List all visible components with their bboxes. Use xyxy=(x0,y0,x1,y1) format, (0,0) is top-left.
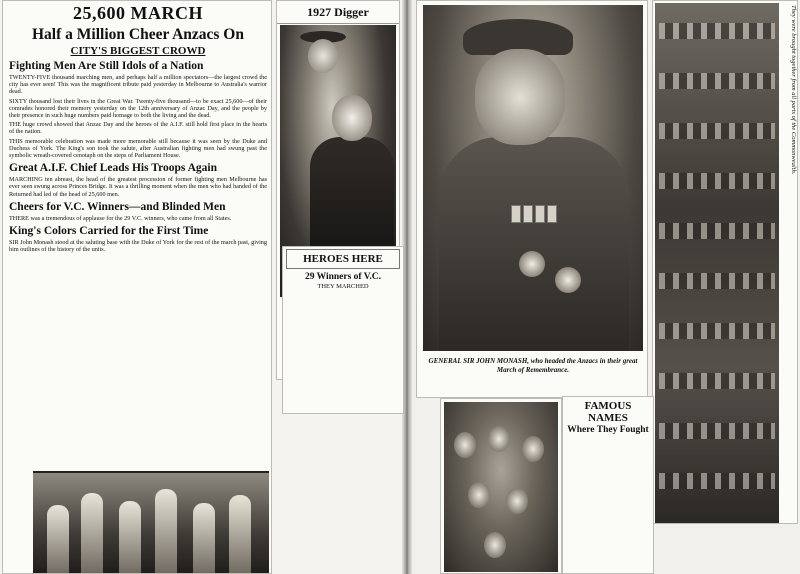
figure xyxy=(506,488,528,514)
figure xyxy=(484,532,506,558)
heroes-subtitle: 29 Winners of V.C. xyxy=(304,272,382,282)
section-title-fighting-men: Fighting Men Are Still Idols of a Nation xyxy=(9,60,204,72)
face xyxy=(475,49,565,145)
paragraph: THIS memorable celebration was made more memorable still because it was seen by the Duke and Duchess of York. The King's son took the salute, after Australian fighting men had swung past the symbolic wreath-covered cenotaph on the steps of Parliament House. xyxy=(9,137,267,160)
figure xyxy=(229,495,251,574)
rank-of-soldiers xyxy=(659,73,775,89)
soldiers-clipping xyxy=(652,0,798,524)
rank-of-soldiers xyxy=(659,473,775,489)
paragraph: SIXTY thousand lost their lives in the Great War. Twenty-five thousand—to be exact 25,600—of their comrades honored their memory yesterday on the 12th anniversary of Anzac Day, and the people by their presence in such huge numbers paid homage to both the living and the dead. xyxy=(9,97,267,120)
paragraph: THERE was a tremendous of applause for the 29 V.C. winners, who came from all States. xyxy=(9,214,232,222)
figure xyxy=(81,493,103,574)
section-title-aif-chief: Great A.I.F. Chief Leads His Troops Again xyxy=(9,162,217,175)
medal xyxy=(535,205,545,223)
figure xyxy=(119,501,141,574)
rank-of-soldiers xyxy=(659,223,775,239)
figure xyxy=(193,503,215,574)
rank-of-soldiers xyxy=(659,323,775,339)
father-head xyxy=(332,95,372,141)
rank-of-soldiers xyxy=(659,373,775,389)
medal xyxy=(523,205,533,223)
group-photo-clipping xyxy=(440,398,562,574)
famous-subtitle: Where They Fought xyxy=(567,425,649,435)
figure xyxy=(488,426,510,452)
main-article-clipping xyxy=(2,0,272,574)
uniform xyxy=(439,137,629,351)
paragraph: SIR John Monash stood at the saluting base with the Duke of York for the rest of the march past, giving him outlines of the history of the units. xyxy=(9,239,267,254)
rank-of-soldiers xyxy=(659,23,775,39)
heroes-clipping xyxy=(282,246,404,414)
march-photo xyxy=(33,471,269,574)
city-line: CITY'S BIGGEST CROWD xyxy=(70,45,206,57)
paragraph: TWENTY-FIVE thousand marching men, and perhaps half a million spectators—the largest crowd the city has ever seen! This was the magnificent tribute paid yesterday in Melbourne to Australia's warrior dead. xyxy=(9,74,267,96)
soldiers-photo xyxy=(655,3,779,523)
figure xyxy=(47,505,69,574)
figure xyxy=(522,436,544,462)
rank-of-soldiers xyxy=(659,123,775,139)
paragraph: THE huge crowd showed that Anzac Day and the heroes of the A.I.F. still hold first place in the hearts of the nation. xyxy=(9,121,267,136)
section-title-kings-colors: King's Colors Carried for the First Time xyxy=(9,225,209,238)
digger-title: 1927 Digger xyxy=(277,1,399,24)
medal xyxy=(511,205,521,223)
headline: 25,600 MARCH xyxy=(73,3,203,23)
figure xyxy=(454,432,476,458)
famous-title: FAMOUS NAMES xyxy=(584,400,632,424)
rank-of-soldiers xyxy=(659,173,775,189)
heroes-title: HEROES HERE xyxy=(286,249,400,269)
figure xyxy=(155,489,177,574)
heroes-subtitle-2: THEY MARCHED xyxy=(317,283,369,290)
famous-names-clipping xyxy=(562,396,654,574)
order-star xyxy=(555,267,581,293)
soldiers-caption: They were brought together from all parts of the Commonwealth. xyxy=(790,5,797,175)
monash-caption: GENERAL SIR JOHN MONASH, who headed the Anzacs in their great March of Remembrance. xyxy=(428,357,638,374)
child-head xyxy=(308,39,338,73)
rank-of-soldiers xyxy=(659,423,775,439)
monash-portrait xyxy=(423,5,643,351)
monash-clipping xyxy=(416,0,648,398)
group-photo xyxy=(444,402,558,572)
order-star xyxy=(519,251,545,277)
medal xyxy=(547,205,557,223)
paragraph: MARCHING ten abreast, the head of the greatest procession of former fighting men Melbourne has ever seen swung across Princes Bridge. It was a thrilling moment when the men who had handed of the Returned had led of the head of 25,600 men. xyxy=(9,176,267,198)
subheadline: Half a Million Cheer Anzacs On xyxy=(32,26,244,43)
figure xyxy=(468,482,490,508)
rank-of-soldiers xyxy=(659,273,775,289)
section-title-vc-winners: Cheers for V.C. Winners—and Blinded Men xyxy=(9,200,226,213)
